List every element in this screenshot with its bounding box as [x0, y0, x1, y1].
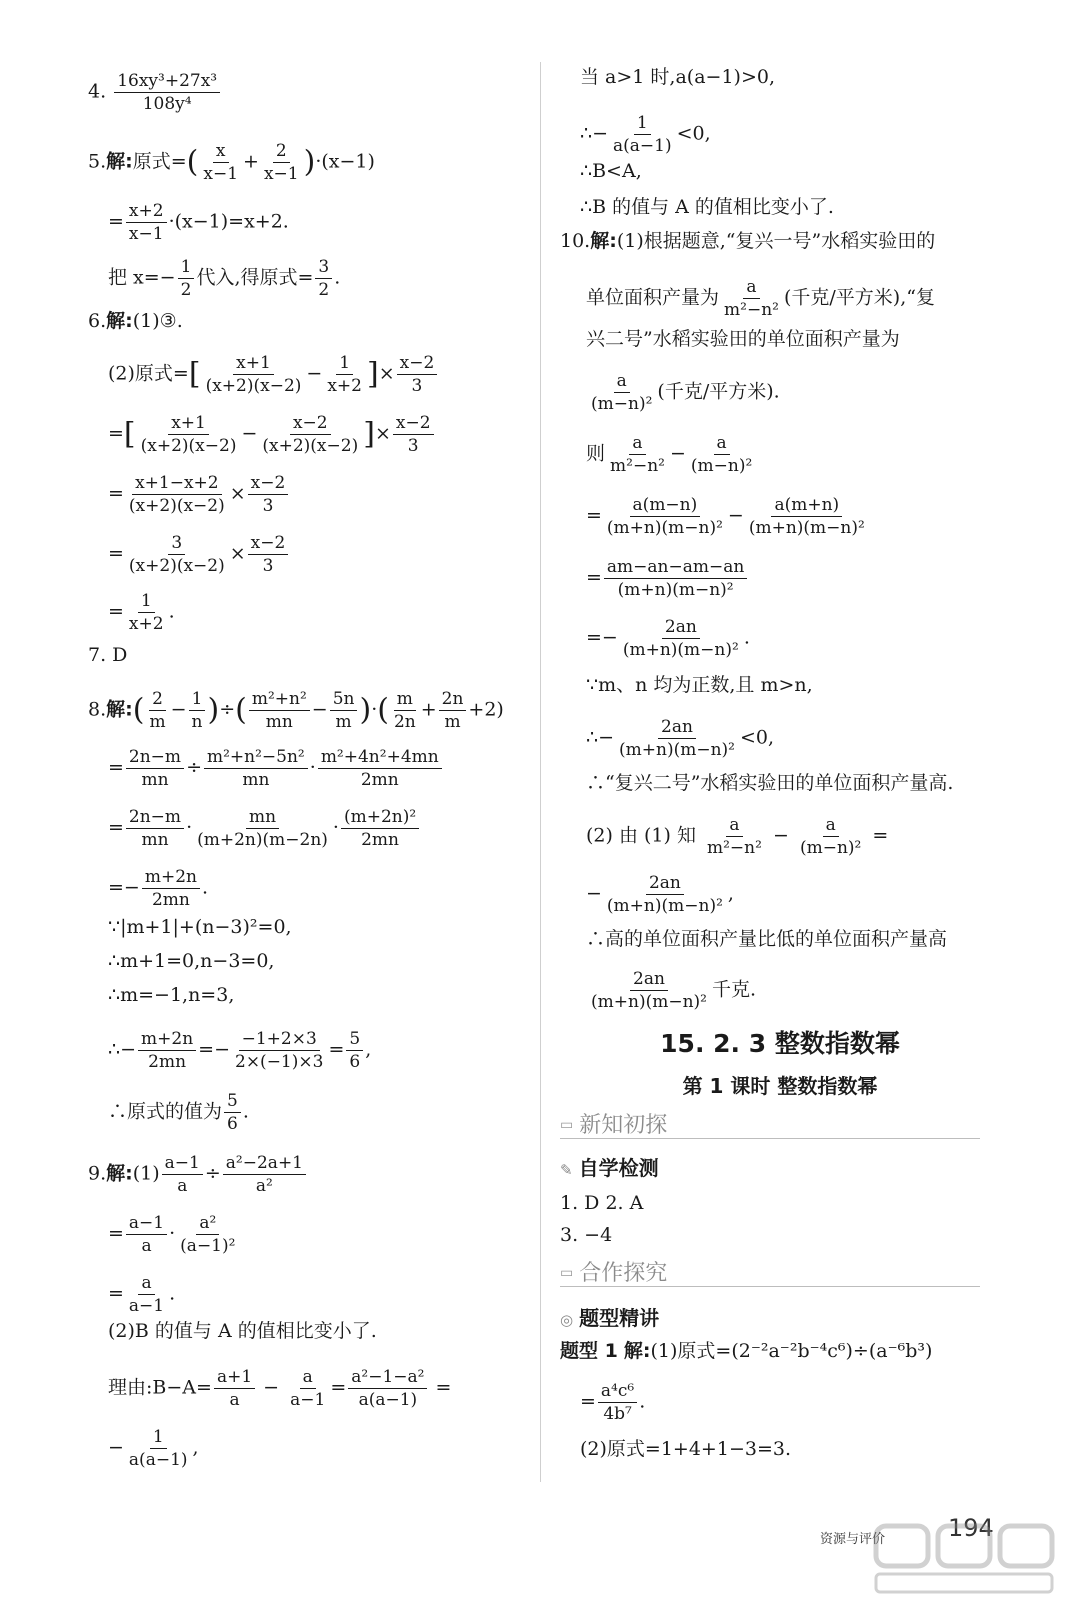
- fraction: $\frac{2an}{\text{(m+n)(m−n)²}}$: [606, 873, 723, 916]
- fraction: $\frac{1}{x+2}$: [327, 353, 362, 396]
- q10-line10: ∴− $\frac{2an}{\text{(m+n)(m−n)²}}$ <0,: [586, 717, 775, 760]
- fraction: $\frac{am-an-am-an}{\text{(m+n)(m−n)²}}$: [604, 556, 747, 601]
- pencil-icon: ✎: [560, 1161, 573, 1179]
- fraction: $\frac{1}{a(a-1)}$: [128, 1427, 188, 1470]
- bookmark-icon: ▭: [560, 1117, 574, 1133]
- fraction: $\frac{2n-m}{mn}$: [126, 806, 184, 851]
- fraction: $\frac{x+1}{(x+2)(x-2)}$: [205, 353, 302, 396]
- q5-line3: 把 x=− $\frac{1}{2}$ 代入,得原式= $\frac{3}{2}$ .: [108, 257, 341, 300]
- fraction: $\frac{m}{2n}$: [393, 689, 416, 732]
- fraction: $\frac{\text{m²+n²}}{mn}$: [249, 688, 310, 733]
- q10-line6: = $\frac{a(m-n)}{\text{(m+n)(m−n)²}}$ − $\frac{a(m+n)}{\text{(m+n)(m−n)²}}$: [586, 494, 870, 539]
- q8-line5: ∵|m+1|+(n−3)²=0,: [108, 916, 292, 938]
- answers-line2: 3. −4: [560, 1224, 613, 1246]
- fraction: $\frac{mn}{(m+2n)(m-2n)}$: [197, 807, 328, 850]
- fraction: $\frac{a}{\text{(m−n)²}}$: [799, 815, 862, 858]
- fraction: $\frac{1}{n}$: [189, 688, 206, 733]
- q8-line4: =− $\frac{m+2n}{2mn}$ .: [108, 867, 209, 910]
- footer-label: 资源与评价: [820, 1532, 886, 1547]
- fraction: $\frac{a(m+n)}{\text{(m+n)(m−n)²}}$: [748, 495, 865, 538]
- q10-line13: − $\frac{2an}{\text{(m+n)(m−n)²}}$ ,: [586, 873, 734, 916]
- q6-line6: = $\frac{1}{x+2}$ .: [108, 591, 175, 634]
- q6-line4: = $\frac{x+1-x+2}{(x+2)(x-2)}$ × $\frac{x-2}{3}$: [108, 472, 290, 517]
- fraction: $\frac{x+2}{x-1}$: [126, 200, 167, 245]
- section-title: 15. 2. 3 整数指数幂: [660, 1029, 900, 1058]
- q8-line6: ∴m+1=0,n−3=0,: [108, 950, 275, 972]
- q6-line5: = $\frac{3}{(x+2)(x-2)}$ × $\frac{x-2}{3}$: [108, 532, 290, 577]
- fraction: $\frac{3}{2}$: [315, 256, 332, 301]
- fraction: $\frac{1}{x+2}$: [128, 591, 164, 634]
- q10-line5: 则 $\frac{a}{\text{m²−n²}}$ − $\frac{a}{\text{(m−n)²}}$: [586, 432, 757, 477]
- q10-line4: $\frac{a}{\text{(m−n)²}}$ (千克/平方米).: [586, 370, 780, 415]
- fraction: $\frac{a}{a-1}$: [290, 1367, 326, 1410]
- fraction: $\frac{\text{a⁴c⁶}}{\text{4b⁷}}$: [598, 1380, 637, 1425]
- q6-line1: 6.解:(1)③.: [88, 310, 183, 332]
- fraction: $\frac{5n}{m}$: [330, 688, 358, 733]
- fraction: $\frac{\text{a²}}{\text{(a−1)²}}$: [180, 1213, 236, 1256]
- q8-line3: = $\frac{2n-m}{mn}$ · $\frac{mn}{(m+2n)(m-2n)}$ · $\frac{\text{(m+2n)²}}{2mn}$: [108, 806, 421, 851]
- fraction: $\frac{2}{m}$: [149, 689, 166, 732]
- q10-line2: 单位面积产量为 $\frac{a}{\text{m²−n²}}$ (千克/平方米),“复: [586, 277, 935, 320]
- fraction: $\frac{\text{m²+4n²+4mn}}{2mn}$: [318, 746, 442, 791]
- q9-line5: 理由:B−A= $\frac{a+1}{a}$ − $\frac{a}{a-1}$ = $\frac{\text{a²−1−a²}}{a(a-1)}$ =: [108, 1367, 452, 1410]
- type1-line2: = $\frac{\text{a⁴c⁶}}{\text{4b⁷}}$ .: [580, 1381, 646, 1424]
- fraction: $\frac{\text{16xy³+27x³}}{\text{108y⁴}}$: [114, 70, 220, 115]
- fraction: $\frac{a-1}{a}$: [162, 1152, 203, 1197]
- q9-line4: (2)B 的值与 A 的值相比变小了.: [108, 1320, 377, 1342]
- fraction: $\frac{a}{\text{m²−n²}}$: [707, 815, 762, 858]
- watermark-shape: [938, 1526, 990, 1566]
- q8-line8: ∴− $\frac{m+2n}{2mn}$ =− $\frac{-1+2\times 3}{2\times(-1)\times 3}$ = $\frac{5}{6}$ ,: [108, 1029, 372, 1072]
- q10-line9: ∵m、n 均为正数,且 m>n,: [586, 674, 813, 696]
- fraction: $\frac{1}{a(a-1)}$: [613, 113, 672, 156]
- fraction: $\frac{-1+2\times 3}{2\times(-1)\times 3}$: [235, 1029, 324, 1072]
- subhead-question-types: ◎ 题型精讲: [560, 1306, 660, 1330]
- fraction: $\frac{\text{(m+2n)²}}{2mn}$: [341, 806, 419, 851]
- fraction: $\frac{\text{a²−1−a²}}{a(a-1)}$: [348, 1366, 427, 1411]
- fraction: $\frac{1}{2}$: [178, 256, 195, 301]
- r-line2: ∴− $\frac{1}{a(a-1)}$ <0,: [580, 113, 711, 156]
- fraction: $\frac{x-2}{3}$: [397, 352, 438, 397]
- q9-line6: − $\frac{1}{a(a-1)}$ ,: [108, 1427, 199, 1470]
- watermark-shape: [1000, 1526, 1052, 1566]
- fraction: $\frac{2n}{m}$: [439, 688, 467, 733]
- fraction: $\frac{\text{a²−2a+1}}{\text{a²}}$: [223, 1152, 306, 1197]
- q7: 7. D: [88, 644, 128, 666]
- subhead-self-check: ✎ 自学检测: [560, 1156, 659, 1180]
- fraction: $\frac{a}{\text{m²−n²}}$: [610, 433, 665, 476]
- q10-line1: 10.解:(1)根据题意,“复兴一号”水稻实验田的: [560, 230, 936, 252]
- page-number: 194: [948, 1514, 994, 1542]
- q6-line2: (2)原式=[ $\frac{x+1}{(x+2)(x-2)}$ − $\frac{1}{x+2}$ ]× $\frac{x-2}{3}$: [108, 352, 439, 397]
- q9-line1: 9.解:(1) $\frac{a-1}{a}$ ÷ $\frac{\text{a²−2a+1}}{\text{a²}}$: [88, 1152, 308, 1197]
- fraction: $\frac{x+1}{(x+2)(x-2)}$: [140, 413, 237, 456]
- q6-line3: =[ $\frac{x+1}{(x+2)(x-2)}$ − $\frac{x-2}{(x+2)(x-2)}$ ]× $\frac{x-2}{3}$: [108, 412, 436, 457]
- fraction: $\frac{2n-m}{mn}$: [126, 746, 184, 791]
- q10-line14: ∴高的单位面积产量比低的单位面积产量高: [586, 928, 948, 950]
- fraction: $\frac{m+2n}{2mn}$: [138, 1028, 196, 1073]
- q5-line1: 5.解:原式=( $\frac{x}{x-1}$ + $\frac{2}{x-1}$ )·(x−1): [88, 141, 375, 184]
- fraction: $\frac{x-2}{3}$: [248, 532, 289, 577]
- banner-cooperative: ▭ 合作探究: [560, 1256, 980, 1287]
- fraction: $\frac{x-2}{(x+2)(x-2)}$: [262, 413, 359, 456]
- column-divider: [540, 62, 541, 1482]
- q5-line2: = $\frac{x+2}{x-1}$ ·(x−1)=x+2.: [108, 201, 289, 244]
- fraction: $\frac{a(m-n)}{\text{(m+n)(m−n)²}}$: [606, 495, 723, 538]
- fraction: $\frac{2an}{\text{(m+n)(m−n)²}}$: [591, 969, 707, 1012]
- fraction: $\frac{2}{x-1}$: [263, 141, 299, 184]
- q9-line2: = $\frac{a-1}{a}$ · $\frac{\text{a²}}{\text{(a−1)²}}$: [108, 1212, 240, 1257]
- answers-line1: 1. D 2. A: [560, 1192, 644, 1214]
- q8-line9: ∴原式的值为 $\frac{5}{6}$ .: [108, 1091, 249, 1134]
- q8-line1: 8.解:( $\frac{2}{m}$ − $\frac{1}{n}$ )÷( $\frac{\text{m²+n²}}{mn}$ − $\frac{5n}{m}$ )·( $\frac{m}{2n}$ + $\frac{2n}{m}$ +2): [88, 689, 504, 732]
- q8-line2: = $\frac{2n-m}{mn}$ ÷ $\frac{\text{m²+n²−5n²}}{mn}$ · $\frac{\text{m²+4n²+4mn}}{2mn}$: [108, 746, 444, 791]
- q4: 4. $\frac{\text{16xy³+27x³}}{\text{108y⁴}}$: [88, 70, 222, 115]
- type1-line1: 题型 1 解:(1)原式=(2⁻²a⁻²b⁻⁴c⁶)÷(a⁻⁶b³): [560, 1340, 933, 1362]
- fraction: $\frac{a+1}{a}$: [214, 1366, 255, 1411]
- fraction: $\frac{x-2}{3}$: [248, 472, 289, 517]
- watermark-shape: [876, 1526, 928, 1566]
- watermark-shape: [876, 1574, 1052, 1592]
- fraction: $\frac{x-2}{3}$: [393, 412, 434, 457]
- q9-line3: = $\frac{a}{a-1}$ .: [108, 1273, 176, 1316]
- q10-line11: ∴“复兴二号”水稻实验田的单位面积产量高.: [586, 772, 954, 794]
- fraction: $\frac{x+1-x+2}{(x+2)(x-2)}$: [128, 473, 225, 516]
- fraction: $\frac{a-1}{a}$: [126, 1212, 167, 1257]
- r-line3: ∴B<A,: [580, 160, 642, 182]
- fraction: $\frac{a}{a-1}$: [128, 1273, 165, 1316]
- q10-line15: $\frac{2an}{\text{(m+n)(m−n)²}}$ 千克.: [586, 968, 756, 1013]
- lamp-icon: ◎: [560, 1311, 574, 1329]
- fraction: $\frac{x}{x-1}$: [203, 141, 239, 184]
- fraction: $\frac{m+2n}{2mn}$: [142, 866, 200, 911]
- bookmark-icon: ▭: [560, 1265, 574, 1281]
- q8-line7: ∴m=−1,n=3,: [108, 984, 235, 1006]
- fraction: $\frac{3}{(x+2)(x-2)}$: [128, 533, 225, 576]
- fraction: $\frac{a}{\text{m²−n²}}$: [724, 277, 779, 320]
- watermark-logo: [872, 1520, 1062, 1596]
- lesson-title: 第 1 课时 整数指数幂: [682, 1074, 878, 1098]
- fraction: $\frac{a}{\text{(m−n)²}}$: [690, 433, 753, 476]
- fraction: $\frac{5}{6}$: [346, 1028, 363, 1073]
- fraction: $\frac{5}{6}$: [224, 1090, 241, 1135]
- fraction: $\frac{2an}{\text{(m+n)(m−n)²}}$: [619, 717, 735, 760]
- r-line4: ∴B 的值与 A 的值相比变小了.: [580, 196, 834, 218]
- fraction: $\frac{a}{\text{(m−n)²}}$: [591, 371, 653, 414]
- fraction: $\frac{2an}{\text{(m+n)(m−n)²}}$: [622, 617, 739, 660]
- r-line1: 当 a>1 时,a(a−1)>0,: [580, 66, 775, 88]
- fraction: $\frac{\text{m²+n²−5n²}}{mn}$: [204, 746, 308, 791]
- type1-line3: (2)原式=1+4+1−3=3.: [580, 1438, 791, 1460]
- q10-line12: (2) 由 (1) 知 $\frac{a}{\text{m²−n²}}$ − $\frac{a}{\text{(m−n)²}}$ =: [586, 815, 889, 858]
- q10-line3: 兴二号”水稻实验田的单位面积产量为: [586, 328, 900, 350]
- banner-new-knowledge: ▭ 新知初探: [560, 1108, 980, 1139]
- q10-line8: =− $\frac{2an}{\text{(m+n)(m−n)²}}$ .: [586, 617, 750, 660]
- q10-line7: = $\frac{am-an-am-an}{\text{(m+n)(m−n)²}}$: [586, 556, 749, 601]
